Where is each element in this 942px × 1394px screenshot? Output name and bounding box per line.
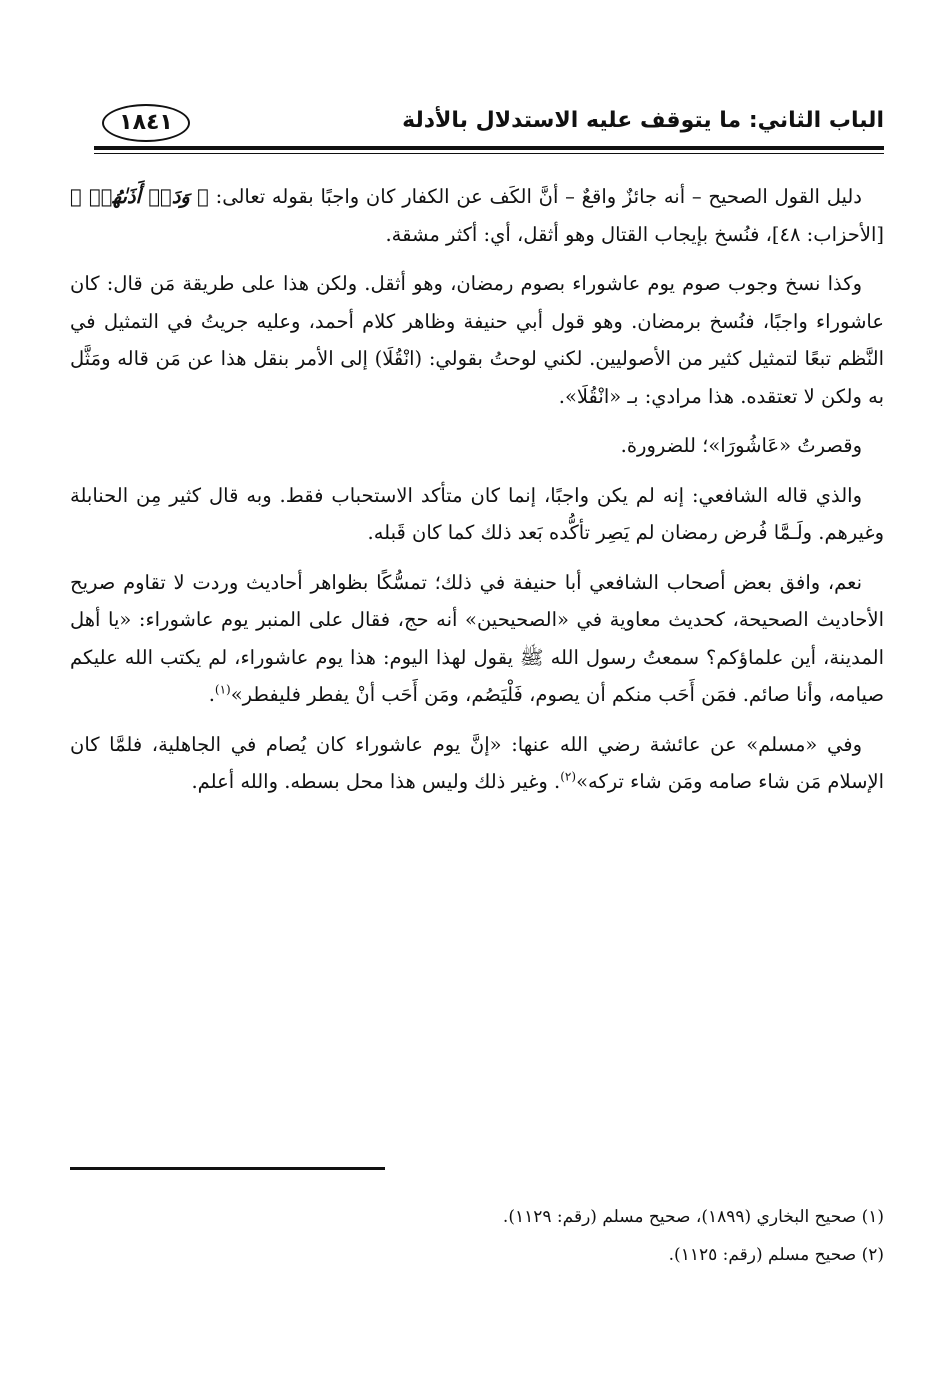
paragraph-text: وفي «مسلم» عن عائشة رضي الله عنها: «إنَّ يوم عاشوراء كان يُصام في الجاهلية، فلمَّا كان الإسلام مَن شاء صامه ومَن شاء تركه»: [70, 732, 884, 793]
paragraph-text: [الأحزاب: ٤٨]، فنُسخ بإيجاب القتال وهو أثقل، أي: أكثر مشقة.: [385, 222, 884, 246]
paragraph-5: [70, 564, 884, 714]
paragraph-text: دليل القول الصحيح – أنه جائزٌ واقعٌ – أنَّ الكَف عن الكفار كان واجبًا بقوله تعالى:: [208, 185, 862, 208]
footnotes: [70, 1198, 884, 1274]
chapter-title: الباب الثاني: ما يتوقف عليه الاستدلال بالأدلة: [402, 108, 884, 133]
paragraph-text: . وغير ذلك وليس هذا محل بسطه. والله أعلم.: [191, 770, 561, 793]
paragraph-4: والذي قاله الشافعي: إنه لم يكن واجبًا، إنما كان متأكد الاستحباب فقط. وبه قال كثير مِن الحنابلة وغيرهم. ولَـمَّا فُرض رمضان لم يَصِر تأكُّده بَعد ذلك كما كان قَبله.: [70, 483, 884, 544]
paragraph-text: .: [208, 683, 215, 706]
paragraph-3: وقصرتُ «عَاشُورَا»؛ للضرورة.: [620, 434, 862, 457]
main-text: [70, 178, 884, 813]
header-rule-thick: [94, 146, 884, 150]
footnote-2: (٢) صحيح مسلم (رقم: ١١٢٥).: [668, 1245, 884, 1265]
footnote-marker-1: (١): [214, 682, 231, 697]
footnote-marker-2: (٢): [560, 769, 577, 784]
page-number: ١٨٤١: [102, 104, 190, 142]
book-page: [70, 0, 884, 1394]
paragraph-1: [70, 178, 884, 253]
footnote-separator: [70, 1167, 385, 1170]
footnote-1: (١) صحيح البخاري (١٨٩٩)، صحيح مسلم (رقم: ١١٢٩).: [502, 1207, 884, 1227]
paragraph-text: نعم، وافق بعض أصحاب الشافعي أبا حنيفة في ذلك؛ تمسُّكًا بظواهر أحاديث وردت لا تقاوم صريح الأحاديث الصحيحة، كحديث معاوية في «الصحيحين» أنه حج، فقال على المنبر يوم عاشوراء: «يا أهل المدينة، أين علماؤكم؟ سمعتُ رسول الله ﷺ يقول لهذا اليوم: هذا يوم عاشوراء، لم يكتب الله عليكم صيامه، وأنا صائم. فمَن أَحَب منكم أن يصوم، فَلْيَصُم، ومَن أَحَب أنْ يفطر فليفطر»: [70, 570, 884, 706]
paragraph-2: وكذا نسخ وجوب صوم يوم عاشوراء بصوم رمضان، وهو أثقل. ولكن هذا على طريقة مَن قال: كان عاشوراء واجبًا، فنُسخ برمضان. وهو قول أبي حنيفة وظاهر كلام أحمد، وعليه جريتُ في التمثيل في النَّظم تبعًا لتمثيل كثير من الأصوليين. لكني لوحتُ بقولي: (انْقُلَا) إلى الأمر بنقل هذا عن مَن قاله ومَثَّل به ولكن لا تعتقده. هذا مرادي: بـ «انْقُلَا».: [70, 272, 884, 408]
header-rule-thin: [94, 153, 884, 154]
quran-verse: ﴿ وَدَعۡ أَذَىٰهُمۡ ﴾: [70, 185, 209, 208]
page-header: [70, 104, 884, 150]
paragraph-6: [70, 726, 884, 801]
